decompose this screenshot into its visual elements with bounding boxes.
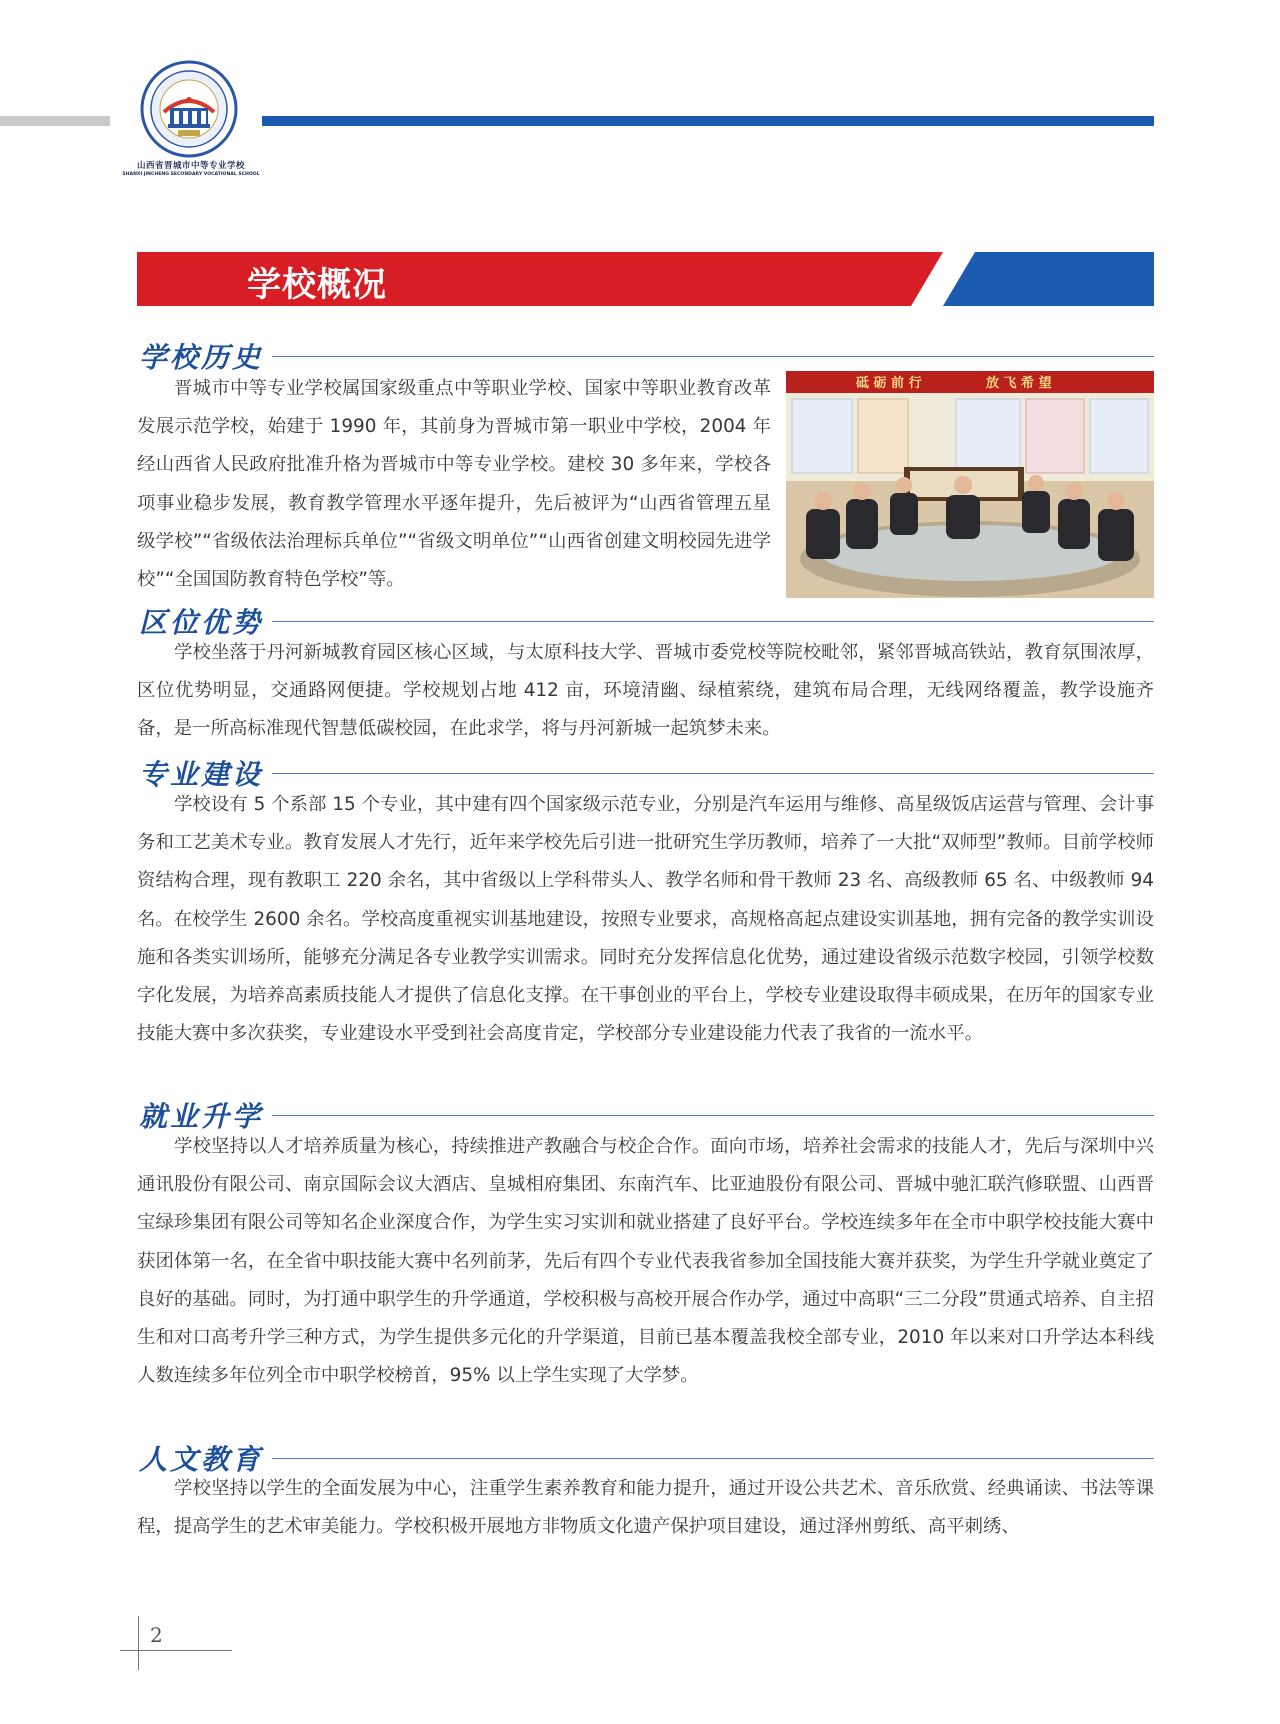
- heading-rule: [272, 773, 1154, 774]
- location-paragraph: 学校坐落于丹河新城教育园区核心区域，与太原科技大学、晋城市委党校等院校毗邻，紧邻晋城高铁站，教育氛围浓厚，区位优势明显，交通路网便捷。学校规划占地 412 亩，环境清幽、绿植萦绕，建筑布局合理，无线网络覆盖，教学设施齐备，是一所高标准现代智慧低碳校园，在此求学，将与丹河新城一起筑梦未来。: [137, 642, 1154, 740]
- heading-text: 学校历史: [139, 341, 264, 374]
- heading-text: 就业升学: [139, 1100, 264, 1133]
- heading-rule: [272, 1458, 1154, 1459]
- school-name-en: SHANXI JINCHENG SECONDARY VOCATIONAL SCHOOL: [122, 172, 260, 177]
- history-paragraph: 晋城市中等专业学校属国家级重点中等职业学校、国家中等职业教育改革发展示范学校，始建于 1990 年，其前身为晋城市第一职业中学校，2004 年经山西省人民政府批准升格为晋城市中等专业学校。建校 30 多年来，学校各项事业稳步发展，教育教学管理水平逐年提升，先后被评为“山西省管理五星级学校”“省级依法治理标兵单位”“省级文明单位”“山西省创建文明校园先进学校”“全国国防教育特色学校”等。: [137, 378, 771, 591]
- humanities-paragraph: 学校坚持以学生的全面发展为中心，注重学生素养教育和能力提升，通过开设公共艺术、音乐欣赏、经典诵读、书法等课程，提高学生的艺术审美能力。学校积极开展地方非物质文化遗产保护项目建设，通过泽州剪纸、高平刺绣、: [137, 1478, 1154, 1538]
- footer-horizontal-rule: [120, 1650, 232, 1651]
- heading-rule: [272, 621, 1154, 622]
- photo-banner-left: 砥 砺 前 行: [856, 376, 922, 391]
- section-banner: [137, 252, 1154, 306]
- majors-paragraph: 学校设有 5 个系部 15 个专业，其中建有四个国家级示范专业，分别是汽车运用与维修、高星级饭店运营与管理、会计事务和工艺美术专业。教育发展人才先行，近年来学校先后引进一批研究生学历教师，培养了一大批“双师型”教师。目前学校师资结构合理，现有教职工 220 余名，其中省级以上学科带头人、教学名师和骨干教师 23 名、高级教师 65 名、中级教师 94 名。在校学生 2600 余名。学校高度重视实训基地建设，按照专业要求，高规格高起点建设实训基地，拥有完备的教学实训设施和各类实训场所，能够充分满足各专业教学实训需求。同时充分发挥信息化优势，通过建设省级示范数字校园，引领学校数字化发展，为培养高素质技能人才提供了信息化支撑。在干事创业的平台上，学校专业建设取得丰硕成果，在历年的国家专业技能大赛中多次获奖，专业建设水平受到社会高度肯定，学校部分专业建设能力代表了我省的一流水平。: [137, 794, 1154, 1045]
- heading-text: 专业建设: [139, 758, 264, 791]
- school-logo: [116, 60, 260, 180]
- school-emblem-icon: [140, 60, 238, 158]
- header-gray-bar: [0, 116, 110, 126]
- photo-banner-right: 放 飞 希 望: [986, 376, 1052, 391]
- employment-paragraph: 学校坚持以人才培养质量为核心，持续推进产教融合与校企合作。面向市场，培养社会需求的技能人才，先后与深圳中兴通讯股份有限公司、南京国际会议大酒店、皇城相府集团、东南汽车、比亚迪股份有限公司、晋城中驰汇联汽修联盟、山西晋宝绿珍集团有限公司等知名企业深度合作，为学生实习实训和就业搭建了良好平台。学校连续多年在全市中职学校技能大赛中获团体第一名，在全省中职技能大赛中名列前茅，先后有四个专业代表我省参加全国技能大赛并获奖，为学生升学就业奠定了良好的基础。同时，为打通中职学生的升学通道，学校积极与高校开展合作办学，通过中高职“三二分段”贯通式培养、自主招生和对口高考升学三种方式，为学生提供多元化的升学渠道，目前已基本覆盖我校全部专业，2010 年以来对口升学达本科线人数连续多年位列全市中职学校榜首，95% 以上学生实现了大学梦。: [137, 1136, 1154, 1387]
- page-number: 2: [150, 1623, 163, 1647]
- heading-rule: [272, 356, 1154, 357]
- header-blue-bar: [262, 116, 1154, 126]
- school-name-cn: 山西省晋城市中等专业学校: [136, 161, 245, 171]
- meeting-photo-image: [786, 371, 1154, 598]
- meeting-photo: [786, 371, 1154, 598]
- heading-text: 人文教育: [139, 1443, 264, 1476]
- heading-text: 区位优势: [139, 606, 264, 639]
- banner-title: 学校概况: [247, 265, 387, 305]
- footer-vertical-rule: [138, 1616, 139, 1670]
- heading-rule: [272, 1115, 1154, 1116]
